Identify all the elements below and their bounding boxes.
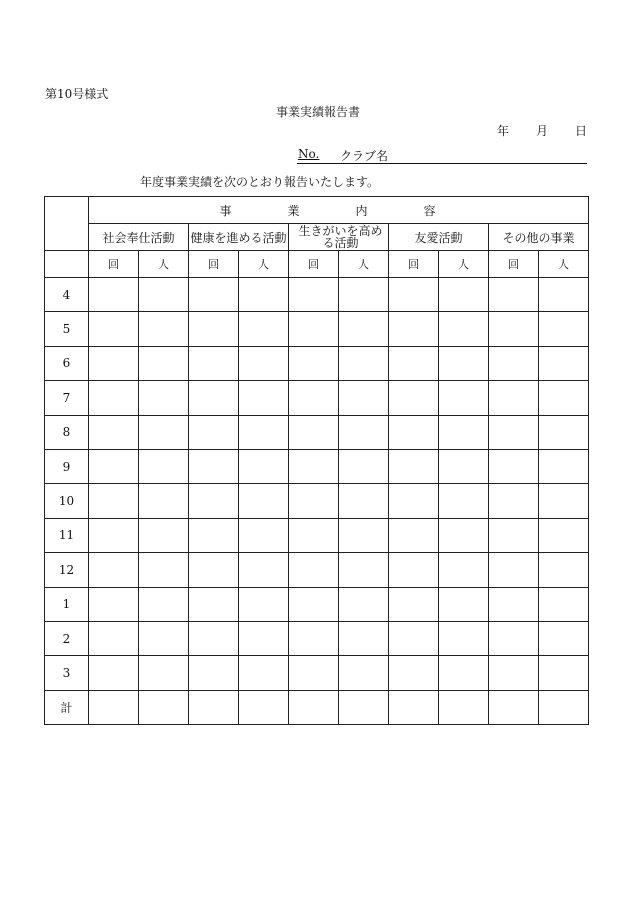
people-entry-cell[interactable]: [239, 621, 289, 655]
month-label: 1: [45, 587, 89, 621]
times-entry-cell[interactable]: [489, 656, 539, 690]
people-entry-cell[interactable]: [339, 484, 389, 518]
times-entry-cell[interactable]: [189, 449, 239, 483]
times-entry-cell[interactable]: [89, 690, 139, 724]
people-entry-cell[interactable]: [539, 656, 589, 690]
times-entry-cell[interactable]: [389, 690, 439, 724]
times-entry-cell[interactable]: [389, 346, 439, 380]
times-entry-cell[interactable]: [489, 449, 539, 483]
corner-cell: [45, 251, 89, 278]
times-entry-cell[interactable]: [189, 415, 239, 449]
times-entry-cell[interactable]: [289, 553, 339, 587]
people-entry-cell[interactable]: [439, 656, 489, 690]
people-entry-cell[interactable]: [539, 346, 589, 380]
times-entry-cell[interactable]: [289, 381, 339, 415]
times-entry-cell[interactable]: [289, 484, 339, 518]
people-entry-cell[interactable]: [539, 312, 589, 346]
document-title: 事業実績報告書: [275, 105, 360, 119]
intro-text: 年度事業実績を次のとおり報告いたします。: [140, 175, 380, 189]
times-entry-cell[interactable]: [489, 621, 539, 655]
people-unit-header: 人: [339, 251, 389, 278]
month-label: 2: [45, 621, 89, 655]
people-entry-cell[interactable]: [239, 381, 289, 415]
month-row: [45, 484, 589, 518]
times-unit-header: 回: [489, 251, 539, 278]
club-number-label: No.: [298, 147, 320, 161]
times-entry-cell[interactable]: [189, 587, 239, 621]
people-entry-cell[interactable]: [139, 381, 189, 415]
month-label: 3: [45, 656, 89, 690]
times-entry-cell[interactable]: [189, 518, 239, 552]
times-entry-cell[interactable]: [389, 518, 439, 552]
times-entry-cell[interactable]: [389, 587, 439, 621]
people-entry-cell[interactable]: [439, 346, 489, 380]
times-unit-header: 回: [389, 251, 439, 278]
times-entry-cell[interactable]: [389, 553, 439, 587]
people-entry-cell[interactable]: [339, 278, 389, 312]
people-unit-header: 人: [239, 251, 289, 278]
times-entry-cell[interactable]: [89, 449, 139, 483]
people-entry-cell[interactable]: [239, 449, 289, 483]
month-row: [45, 656, 589, 690]
times-entry-cell[interactable]: [489, 415, 539, 449]
people-entry-cell[interactable]: [139, 415, 189, 449]
month-row: [45, 312, 589, 346]
times-entry-cell[interactable]: [89, 656, 139, 690]
times-entry-cell[interactable]: [89, 518, 139, 552]
times-entry-cell[interactable]: [289, 449, 339, 483]
people-entry-cell[interactable]: [239, 346, 289, 380]
people-entry-cell[interactable]: [439, 690, 489, 724]
form-number: 第10号様式: [45, 87, 109, 101]
date-line: [497, 122, 587, 139]
people-entry-cell[interactable]: [439, 587, 489, 621]
month-row: [45, 449, 589, 483]
category-header: 健康を進める活動: [189, 224, 289, 251]
times-entry-cell[interactable]: [389, 484, 439, 518]
people-entry-cell[interactable]: [239, 656, 289, 690]
times-entry-cell[interactable]: [189, 621, 239, 655]
people-entry-cell[interactable]: [339, 656, 389, 690]
times-entry-cell[interactable]: [89, 621, 139, 655]
people-entry-cell[interactable]: [539, 415, 589, 449]
times-entry-cell[interactable]: [89, 587, 139, 621]
people-entry-cell[interactable]: [439, 415, 489, 449]
total-label: 計: [45, 690, 89, 724]
times-entry-cell[interactable]: [489, 381, 539, 415]
times-entry-cell[interactable]: [289, 312, 339, 346]
people-entry-cell[interactable]: [539, 553, 589, 587]
times-entry-cell[interactable]: [289, 587, 339, 621]
times-entry-cell[interactable]: [189, 553, 239, 587]
people-entry-cell[interactable]: [439, 484, 489, 518]
times-entry-cell[interactable]: [289, 656, 339, 690]
month-label: 10: [45, 484, 89, 518]
people-entry-cell[interactable]: [339, 415, 389, 449]
month-row: [45, 381, 589, 415]
times-entry-cell[interactable]: [389, 312, 439, 346]
people-entry-cell[interactable]: [139, 553, 189, 587]
month-label: 5: [45, 312, 89, 346]
people-entry-cell[interactable]: [339, 381, 389, 415]
times-entry-cell[interactable]: [389, 656, 439, 690]
times-entry-cell[interactable]: [189, 690, 239, 724]
times-entry-cell[interactable]: [89, 484, 139, 518]
people-unit-header: 人: [139, 251, 189, 278]
times-entry-cell[interactable]: [489, 278, 539, 312]
people-entry-cell[interactable]: [239, 518, 289, 552]
people-entry-cell[interactable]: [539, 587, 589, 621]
people-entry-cell[interactable]: [139, 449, 189, 483]
people-entry-cell[interactable]: [439, 381, 489, 415]
people-entry-cell[interactable]: [239, 553, 289, 587]
times-entry-cell[interactable]: [489, 587, 539, 621]
times-entry-cell[interactable]: [389, 449, 439, 483]
people-entry-cell[interactable]: [339, 587, 389, 621]
month-label: 6: [45, 346, 89, 380]
people-entry-cell[interactable]: [239, 278, 289, 312]
people-entry-cell[interactable]: [239, 415, 289, 449]
month-row: [45, 518, 589, 552]
times-entry-cell[interactable]: [489, 690, 539, 724]
people-unit-header: 人: [539, 251, 589, 278]
people-entry-cell[interactable]: [439, 312, 489, 346]
category-header: その他の事業: [489, 224, 589, 251]
people-entry-cell[interactable]: [539, 621, 589, 655]
times-entry-cell[interactable]: [289, 621, 339, 655]
times-entry-cell[interactable]: [489, 484, 539, 518]
times-entry-cell[interactable]: [189, 278, 239, 312]
times-entry-cell[interactable]: [89, 312, 139, 346]
corner-cell: [45, 197, 89, 251]
times-entry-cell[interactable]: [189, 656, 239, 690]
times-entry-cell[interactable]: [489, 312, 539, 346]
times-entry-cell[interactable]: [89, 381, 139, 415]
people-entry-cell[interactable]: [439, 621, 489, 655]
people-unit-header: 人: [439, 251, 489, 278]
times-entry-cell[interactable]: [389, 381, 439, 415]
club-name-label: クラブ名: [340, 149, 389, 163]
month-row: [45, 415, 589, 449]
people-entry-cell[interactable]: [439, 553, 489, 587]
times-entry-cell[interactable]: [289, 346, 339, 380]
times-entry-cell[interactable]: [389, 621, 439, 655]
times-entry-cell[interactable]: [489, 346, 539, 380]
people-entry-cell[interactable]: [339, 449, 389, 483]
people-entry-cell[interactable]: [539, 484, 589, 518]
month-label: 11: [45, 518, 89, 552]
people-entry-cell[interactable]: [139, 312, 189, 346]
times-entry-cell[interactable]: [289, 690, 339, 724]
people-entry-cell[interactable]: [339, 518, 389, 552]
people-entry-cell[interactable]: [139, 587, 189, 621]
people-entry-cell[interactable]: [339, 312, 389, 346]
people-entry-cell[interactable]: [339, 621, 389, 655]
people-entry-cell[interactable]: [139, 621, 189, 655]
total-row: [45, 690, 589, 724]
category-header: 生きがいを高める活動: [289, 224, 389, 251]
people-entry-cell[interactable]: [439, 518, 489, 552]
times-entry-cell[interactable]: [89, 415, 139, 449]
people-entry-cell[interactable]: [339, 553, 389, 587]
people-entry-cell[interactable]: [439, 449, 489, 483]
month-row: [45, 621, 589, 655]
times-unit-header: 回: [189, 251, 239, 278]
month-label: 7: [45, 381, 89, 415]
month-label: 8: [45, 415, 89, 449]
people-entry-cell[interactable]: [239, 484, 289, 518]
times-unit-header: 回: [89, 251, 139, 278]
category-header: 社会奉仕活動: [89, 224, 189, 251]
people-entry-cell[interactable]: [139, 278, 189, 312]
section-header: 事 業 内 容: [89, 197, 589, 224]
people-entry-cell[interactable]: [239, 690, 289, 724]
times-entry-cell[interactable]: [489, 518, 539, 552]
month-label: 9: [45, 449, 89, 483]
category-header: 友愛活動: [389, 224, 489, 251]
times-entry-cell[interactable]: [189, 312, 239, 346]
times-entry-cell[interactable]: [89, 278, 139, 312]
people-entry-cell[interactable]: [539, 278, 589, 312]
people-entry-cell[interactable]: [539, 690, 589, 724]
people-entry-cell[interactable]: [539, 381, 589, 415]
times-entry-cell[interactable]: [89, 346, 139, 380]
times-entry-cell[interactable]: [389, 278, 439, 312]
year-label: 年: [496, 124, 509, 138]
people-entry-cell[interactable]: [339, 690, 389, 724]
activity-report-table: [44, 196, 589, 725]
people-entry-cell[interactable]: [139, 690, 189, 724]
month-label: 月: [535, 124, 548, 138]
times-entry-cell[interactable]: [289, 415, 339, 449]
people-entry-cell[interactable]: [539, 449, 589, 483]
times-unit-header: 回: [289, 251, 339, 278]
people-entry-cell[interactable]: [339, 346, 389, 380]
times-entry-cell[interactable]: [289, 278, 339, 312]
times-entry-cell[interactable]: [189, 381, 239, 415]
people-entry-cell[interactable]: [139, 518, 189, 552]
people-entry-cell[interactable]: [139, 346, 189, 380]
month-label: 12: [45, 553, 89, 587]
month-row: [45, 553, 589, 587]
times-entry-cell[interactable]: [189, 484, 239, 518]
club-name-field[interactable]: [297, 147, 587, 164]
people-entry-cell[interactable]: [439, 278, 489, 312]
month-row: [45, 346, 589, 380]
month-row: [45, 587, 589, 621]
times-entry-cell[interactable]: [489, 553, 539, 587]
month-row: [45, 278, 589, 312]
times-entry-cell[interactable]: [289, 518, 339, 552]
people-entry-cell[interactable]: [539, 518, 589, 552]
times-entry-cell[interactable]: [389, 415, 439, 449]
month-label: 4: [45, 278, 89, 312]
people-entry-cell[interactable]: [139, 656, 189, 690]
people-entry-cell[interactable]: [239, 312, 289, 346]
people-entry-cell[interactable]: [239, 587, 289, 621]
times-entry-cell[interactable]: [89, 553, 139, 587]
people-entry-cell[interactable]: [139, 484, 189, 518]
times-entry-cell[interactable]: [189, 346, 239, 380]
day-label: 日: [574, 124, 587, 138]
